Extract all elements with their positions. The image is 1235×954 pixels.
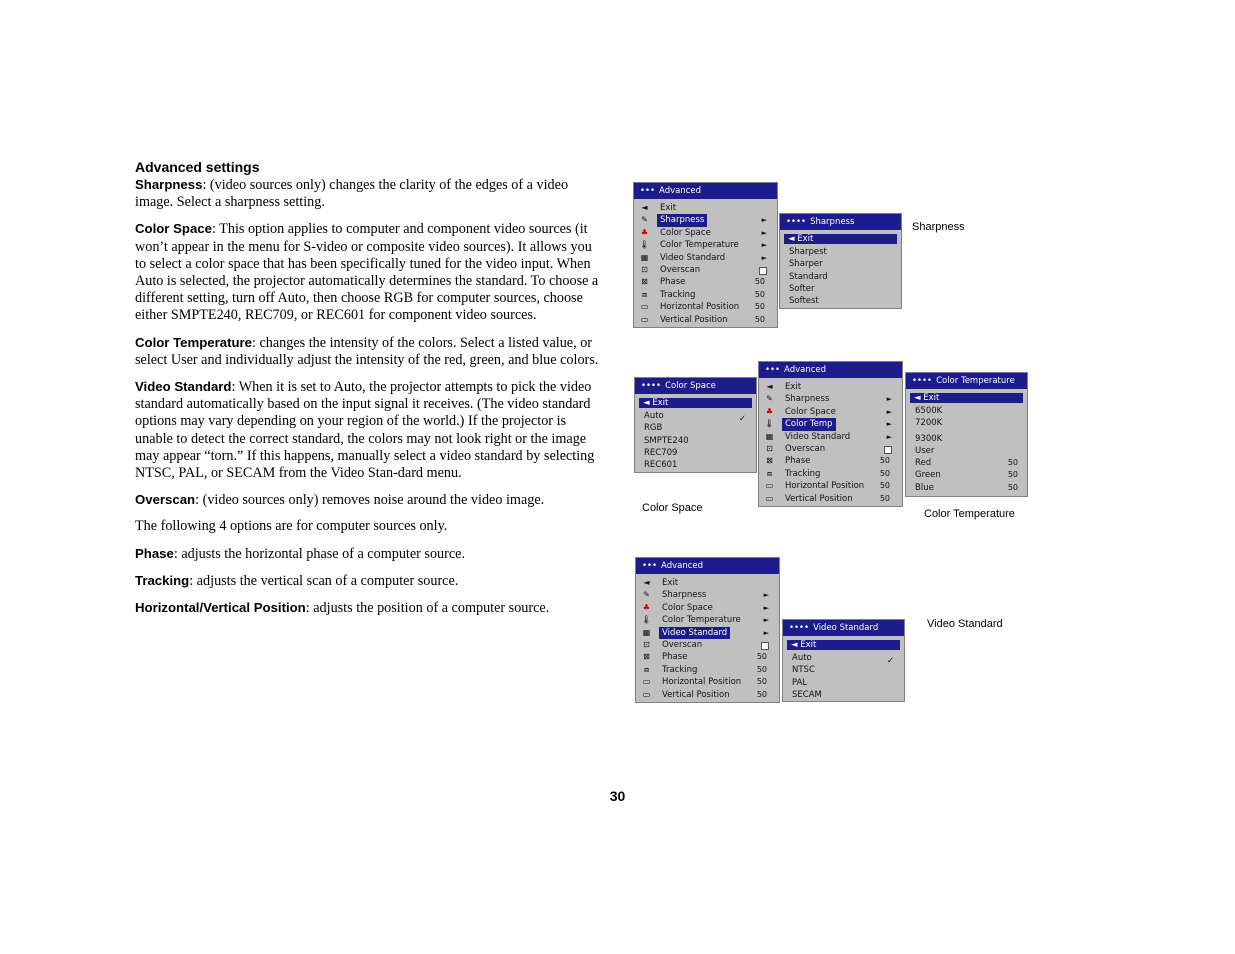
color-temperature-menu: •••• Color Temperature ◄ Exit 6500K 7200K 9300K User Red 50 Green 50 Blue 50 — [905, 372, 1028, 497]
tracking-icon: ⧈ — [641, 289, 648, 299]
option-user[interactable]: User — [915, 445, 935, 456]
option-6500k[interactable]: 6500K — [915, 406, 943, 416]
paragraph-overscan: Overscan: (video sources only) removes noise around the video image. — [135, 492, 545, 509]
option-softest[interactable]: Softest — [789, 296, 819, 307]
option-smpte240[interactable]: SMPTE240 — [644, 435, 689, 446]
menu-item-overscan[interactable]: ⊡ Overscan — [759, 443, 902, 455]
horizontal-position-icon: ▭ — [640, 302, 649, 312]
menu-item-horizontal-position[interactable]: ▭ Horizontal Position 50 — [640, 302, 765, 313]
slider-red[interactable]: Red 50 — [915, 458, 1018, 469]
option-pal[interactable]: PAL — [792, 677, 808, 688]
caption-color-temperature: Color Temperature — [924, 508, 1015, 520]
advanced-menu-3: ••• Advanced ◄ Exit ✎ Sharpness ► ♣ Color Space ► 🌡 Color Temperature ► ▦ Video Standard ► ⊡ Overscan ⊠ Phase 50 ⧈ Tracking 50 ▭ Horizontal Position 50 ▭ Vertical Position 50 — [635, 557, 780, 703]
phase-icon: ⊠ — [766, 456, 773, 466]
video-standard-icon: ▦ — [640, 252, 649, 262]
menu-item-overscan[interactable]: ⊡ Overscan — [634, 264, 777, 276]
menu-item-color-temperature[interactable]: 🌡 Color Temperature ► — [639, 240, 767, 251]
option-7200k[interactable]: 7200K — [915, 418, 943, 429]
paragraph-video-standard: Video Standard: When it is set to Auto, the projector attempts to pick the video standard automatically based on the input signal it receives. (The video standard options may vary depending on your region of the world.) If the projector is unable to detect the correct standard, the colors may not look right or the image may appear “torn.” If this happens, manually select a video standard by selecting NTSC, PAL, or SECAM from the Video Stan-dard menu. — [135, 379, 595, 482]
horizontal-position-icon: ▭ — [642, 677, 651, 687]
menu-item-vertical-position[interactable]: ▭ Vertical Position 50 — [642, 689, 767, 700]
phase-icon: ⊠ — [641, 277, 648, 287]
video-standard-menu: •••• Video Standard ◄ Exit Auto ✓ NTSC PAL SECAM — [782, 619, 905, 702]
color-space-menu: •••• Color Space ◄ Exit Auto ✓ RGB SMPTE240 REC709 REC601 — [634, 377, 757, 473]
thermometer-icon: 🌡 — [639, 240, 650, 250]
menu-item-tracking[interactable]: ⧈ Tracking 50 — [759, 468, 902, 480]
vertical-position-icon: ▭ — [642, 689, 651, 699]
color-space-icon: ♣ — [765, 406, 774, 416]
menu-item-video-standard[interactable]: ▦ Video Standard ► — [765, 431, 892, 442]
sharpness-icon: ✎ — [766, 394, 773, 404]
thermometer-icon: 🌡 — [764, 419, 775, 429]
menu-item-exit[interactable]: ◄ Exit — [634, 202, 777, 214]
option-sharpest[interactable]: Sharpest — [789, 247, 827, 257]
option-ntsc[interactable]: NTSC — [792, 665, 815, 676]
tracking-icon: ⧈ — [643, 664, 650, 674]
option-standard[interactable]: Standard — [789, 271, 828, 282]
overscan-icon: ⊡ — [643, 639, 650, 649]
menu-item-sharpness[interactable]: ✎ Sharpness ► — [636, 589, 779, 601]
menu-title: ••• Advanced — [634, 183, 777, 199]
menu-item-exit[interactable]: ◄ Exit — [643, 578, 679, 588]
checkbox-auto[interactable]: ✓ — [738, 414, 746, 424]
option-auto[interactable]: Auto ✓ — [792, 653, 894, 666]
caption-color-space: Color Space — [642, 502, 703, 514]
video-standard-icon: ▦ — [642, 627, 651, 637]
slider-blue[interactable]: Blue 50 — [915, 482, 1018, 493]
menu-item-video-standard[interactable]: ▦ Video Standard ► — [642, 627, 769, 638]
advanced-menu-2: ••• Advanced ◄ Exit ✎ Sharpness ► ♣ Color Space ► 🌡 Color Temp ► ▦ Video Standard ► ⊡ Overscan ⊠ Phase 50 ⧈ Tracking 50 ▭ Horizontal Position 50 ▭ Vertical Position 50 — [758, 361, 903, 507]
menu-item-tracking[interactable]: ⧈ Tracking 50 — [634, 289, 777, 301]
option-9300k[interactable]: 9300K — [915, 433, 943, 444]
menu-item-sharpness[interactable]: ✎ Sharpness ► — [759, 393, 902, 405]
page-number: 30 — [609, 788, 626, 804]
menu-item-overscan[interactable]: ⊡ Overscan — [636, 639, 779, 651]
caption-video-standard: Video Standard — [927, 618, 1003, 630]
paragraph-color-temperature: Color Temperature: changes the intensity of the colors. Select a listed value, or select User and individually adjust the intensity of the red, green, and blue colors. — [135, 334, 599, 368]
sharpness-icon: ✎ — [643, 590, 650, 600]
video-standard-icon: ▦ — [765, 431, 774, 441]
menu-item-sharpness[interactable]: ✎ Sharpness ► — [634, 214, 777, 226]
menu-item-video-standard[interactable]: ▦ Video Standard ► — [640, 252, 767, 263]
menu-item-vertical-position[interactable]: ▭ Vertical Position 50 — [765, 493, 890, 504]
exit-button[interactable]: ◄ Exit — [784, 234, 897, 244]
exit-button[interactable]: ◄ Exit — [787, 640, 900, 650]
menu-item-tracking[interactable]: ⧈ Tracking 50 — [636, 664, 779, 676]
menu-item-color-space[interactable]: ♣ Color Space ► — [642, 602, 769, 613]
option-softer[interactable]: Softer — [789, 283, 815, 294]
sharpness-icon: ✎ — [641, 215, 648, 225]
menu-item-horizontal-position[interactable]: ▭ Horizontal Position 50 — [642, 677, 767, 688]
menu-item-phase[interactable]: ⊠ Phase 50 — [636, 651, 779, 663]
overscan-icon: ⊡ — [641, 264, 648, 274]
menu-item-phase[interactable]: ⊠ Phase 50 — [759, 455, 902, 467]
option-rgb[interactable]: RGB — [644, 423, 663, 434]
overscan-checkbox[interactable] — [759, 267, 767, 275]
menu-item-vertical-position[interactable]: ▭ Vertical Position 50 — [640, 314, 765, 325]
menu-item-color-space[interactable]: ♣ Color Space ► — [640, 227, 767, 238]
checkbox-auto[interactable]: ✓ — [886, 656, 894, 666]
phase-icon: ⊠ — [643, 652, 650, 662]
thermometer-icon: 🌡 — [641, 615, 652, 625]
vertical-position-icon: ▭ — [640, 314, 649, 324]
option-auto[interactable]: Auto ✓ — [644, 411, 746, 424]
menu-item-color-space[interactable]: ♣ Color Space ► — [765, 406, 892, 417]
menu-item-color-temp[interactable]: 🌡 Color Temp ► — [764, 419, 892, 430]
option-sharper[interactable]: Sharper — [789, 259, 823, 270]
menu-item-phase[interactable]: ⊠ Phase 50 — [634, 276, 777, 288]
menu-item-exit[interactable]: ◄ Exit — [766, 382, 802, 392]
paragraph-phase: Phase: adjusts the horizontal phase of a computer source. — [135, 545, 466, 562]
body-text — [135, 158, 605, 626]
exit-button[interactable]: ◄ Exit — [639, 398, 752, 408]
color-space-icon: ♣ — [640, 227, 649, 237]
vertical-position-icon: ▭ — [765, 493, 774, 503]
paragraph-hv-position: Horizontal/Vertical Position: adjusts the position of a computer source. — [135, 600, 550, 617]
paragraph-sharpness: Sharpness: (video sources only) changes the clarity of the edges of a video image. Select a sharpness setting. — [135, 177, 569, 211]
submenu-arrow-icon: ► — [761, 216, 767, 225]
sharpness-menu: •••• Sharpness ◄ Exit Sharpest Sharper Standard Softer Softest — [779, 213, 902, 309]
slider-green[interactable]: Green 50 — [915, 470, 1018, 481]
overscan-icon: ⊡ — [766, 443, 773, 453]
option-rec709[interactable]: REC709 — [644, 447, 678, 458]
tracking-icon: ⧈ — [766, 468, 773, 478]
option-secam[interactable]: SECAM — [792, 689, 822, 700]
horizontal-position-icon: ▭ — [765, 481, 774, 491]
section-heading: Advanced settings — [135, 159, 260, 175]
paragraph-following: The following 4 options are for computer sources only. — [135, 518, 448, 535]
back-arrow-icon: ◄ — [641, 203, 648, 212]
option-rec601[interactable]: REC601 — [644, 460, 678, 471]
paragraph-color-space: Color Space: This option applies to computer and component video sources (it won’t appear in the menu for S-video or composite video sources). It allows you to select a color space that has been specifically tuned for the video input. When Auto is selected, the projector automatically determines the standard. To choose a different setting, turn off Auto, then choose RGB for computer sources, choose either SMPTE240, REC709, or REC601 for component video sources. — [135, 221, 599, 324]
paragraph-tracking: Tracking: adjusts the vertical scan of a computer source. — [135, 572, 459, 589]
advanced-menu-1 — [633, 182, 778, 328]
menu-item-horizontal-position[interactable]: ▭ Horizontal Position 50 — [765, 481, 890, 492]
caption-sharpness: Sharpness — [912, 221, 965, 233]
menu-item-color-temperature[interactable]: 🌡 Color Temperature ► — [641, 615, 769, 626]
exit-button[interactable]: ◄ Exit — [910, 393, 1023, 403]
color-space-icon: ♣ — [642, 602, 651, 612]
